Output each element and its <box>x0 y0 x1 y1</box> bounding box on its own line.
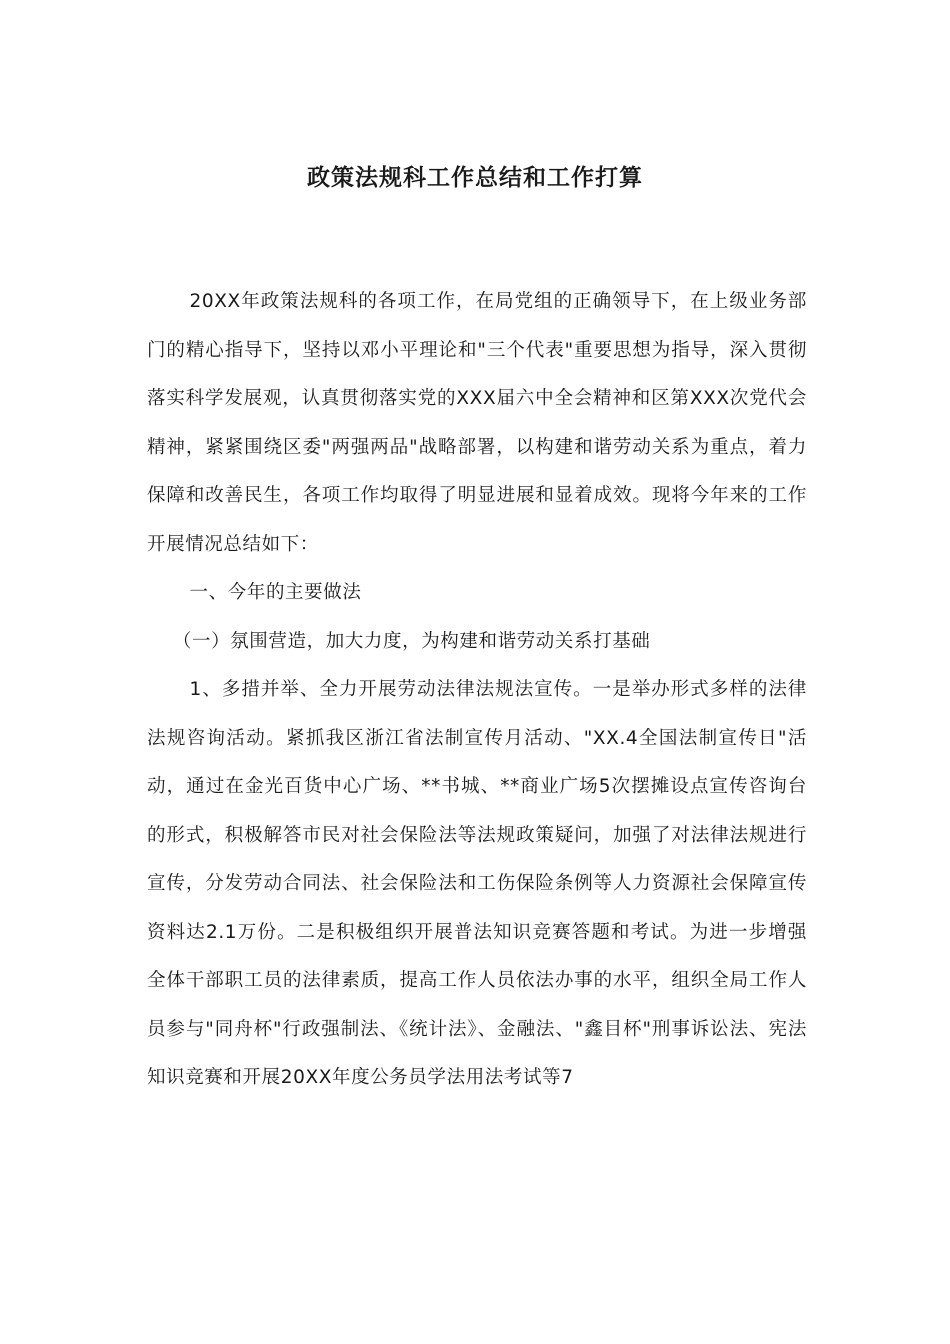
item-paragraph: 1、多措并举、全力开展劳动法律法规法宣传。一是举办形式多样的法律法规咨询活动。紧抓我区浙江省法制宣传月活动、"XX.4全国法制宣传日"活动，通过在金光百货中心广场、**书城、**商业广场5次摆摊设点宣传咨询台的形式，积极解答市民对社会保险法等法规政策疑问，加强了对法律法规进行宣传，分发劳动合同法、社会保险法和工伤保险条例等人力资源社会保障宣传资料达2.1万份。二是积极组织开展普法知识竞赛答题和考试。为进一步增强全体干部职工员的法律素质，提高工作人员依法办事的水平，组织全局工作人员参与"同舟杯"行政强制法、《统计法》、金融法、"鑫目杯"刑事诉讼法、宪法知识竞赛和开展20XX年度公务员学法用法考试等7 <box>147 679 807 1088</box>
document-title: 政策法规科工作总结和工作打算 <box>307 164 643 191</box>
intro-paragraph: 20XX年政策法规科的各项工作，在局党组的正确领导下，在上级业务部门的精心指导下，坚持以邓小平理论和"三个代表"重要思想为指导，深入贯彻落实科学发展观，认真贯彻落实党的XXX届六中全会精神和区第XXX次党代会精神，紧紧围绕区委"两强两品"战略部署，以构建和谐劳动关系为重点，着力保障和改善民生，各项工作均取得了明显进展和显着成效。现将今年来的工作开展情况总结如下： <box>147 291 807 555</box>
subsection-heading: （一）氛围营造，加大力度，为构建和谐劳动关系打基础 <box>172 630 651 652</box>
document-body <box>147 278 807 1103</box>
section-heading: 一、今年的主要做法 <box>189 582 362 603</box>
